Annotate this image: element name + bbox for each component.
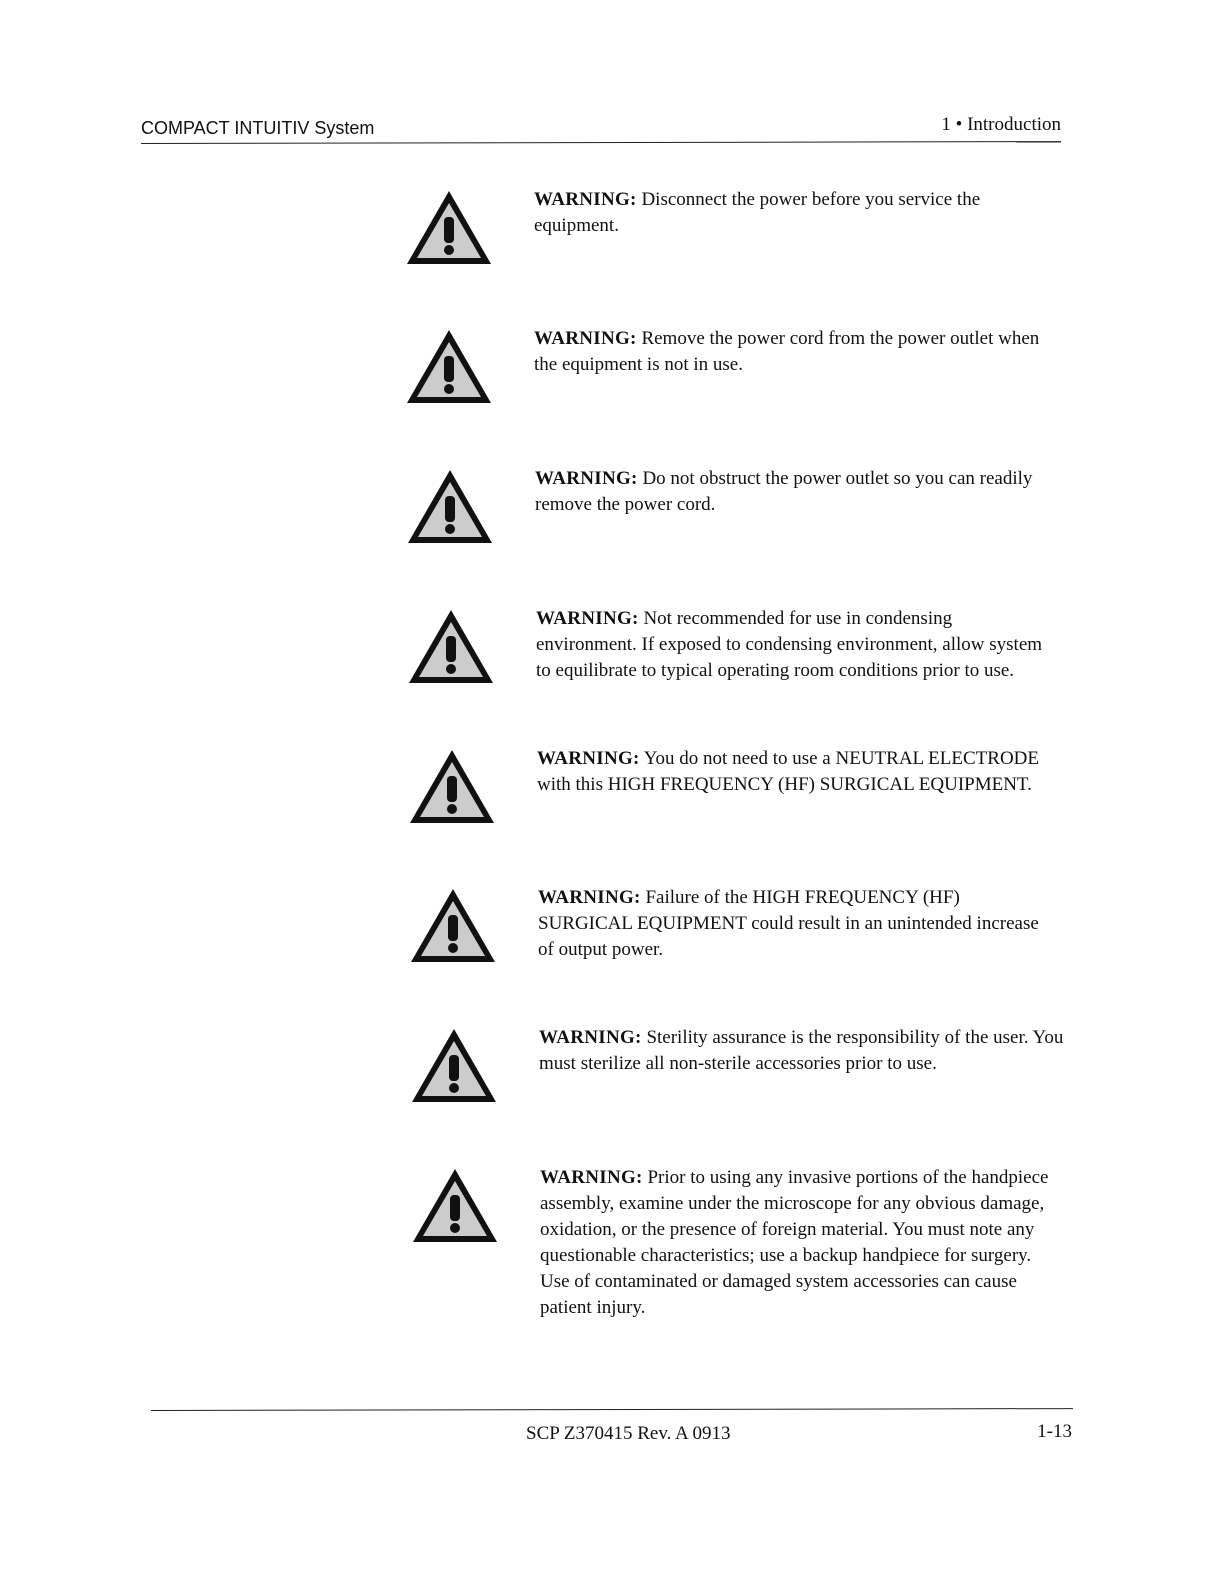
footer-divider [151,1408,1073,1411]
warning-label: WARNING: [534,328,637,349]
footer-document-id: SCP Z370415 Rev. A 0913 [526,1423,731,1444]
warning-body: Disconnect the power before you service the equipment. [534,189,981,236]
warning-text [538,885,1058,963]
warning-label: WARNING: [537,748,640,769]
warning-triangle-icon [410,1165,500,1245]
warning-triangle-icon [407,746,497,826]
warning-triangle-icon [408,885,498,965]
warning-text [537,746,1057,798]
warning-triangle-icon [405,466,495,546]
warning-body: Sterility assurance is the responsibility of the user. You must sterilize all non-sterile accessories prior to use. [539,1027,1064,1074]
warning-label: WARNING: [536,608,639,629]
warning-label: WARNING: [538,887,641,908]
warning-body: You do not need to use a NEUTRAL ELECTRODE with this HIGH FREQUENCY (HF) SURGICAL EQUIPMENT. [537,748,1040,795]
warning-text [540,1165,1055,1321]
warning-body: Remove the power cord from the power outlet when the equipment is not in use. [534,328,1040,375]
warning-body: Not recommended for use in condensing environment. If exposed to condensing environment, allow system to equilibrate to typical operating room conditions prior to use. [536,608,1043,681]
warning-body: Do not obstruct the power outlet so you can readily remove the power cord. [535,468,1033,515]
warning-text [536,606,1056,684]
warning-triangle-icon [404,326,494,406]
warning-text [534,326,1054,378]
warning-label: WARNING: [534,189,637,210]
warning-label: WARNING: [535,468,638,489]
header-product-name: COMPACT INTUITIV System [141,118,375,138]
warning-body: Failure of the HIGH FREQUENCY (HF) SURGICAL EQUIPMENT could result in an unintended increase of output power. [538,887,1039,960]
warning-text [539,1025,1069,1077]
warning-label: WARNING: [539,1027,642,1048]
header-divider [141,141,1061,144]
warning-label: WARNING: [540,1167,643,1188]
footer-page-number: 1-13 [1037,1421,1072,1442]
warning-triangle-icon [404,187,494,267]
warning-body: Prior to using any invasive portions of the handpiece assembly, examine under the microscope for any obvious damage, oxidation, or the presence of foreign material. You must note any questionable characteristics; use a backup handpiece for surgery. Use of contaminated or damaged system accessories can cause patient injury. [540,1167,1049,1318]
warning-text [535,466,1055,518]
warning-text [534,187,1054,239]
warning-triangle-icon [406,606,496,686]
header-section-title: 1 • Introduction [941,114,1061,135]
warning-triangle-icon [409,1025,499,1105]
